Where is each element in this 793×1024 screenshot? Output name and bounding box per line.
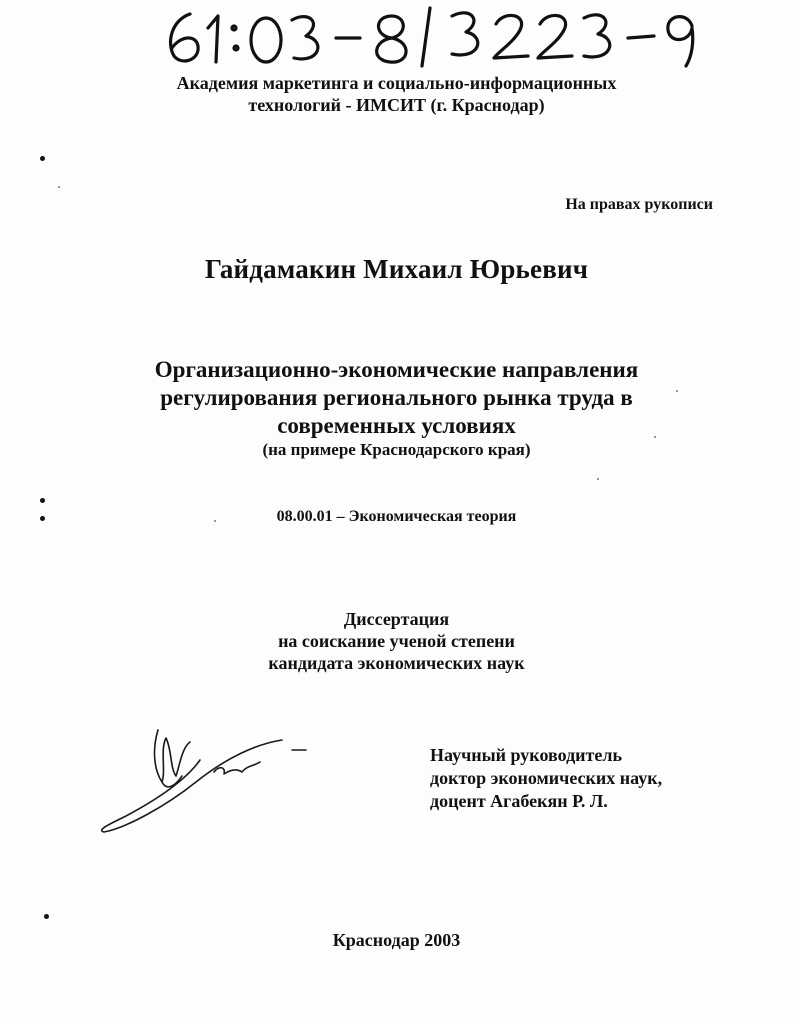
degree-line-3: кандидата экономических наук xyxy=(268,653,525,673)
handwritten-signature xyxy=(96,720,316,840)
binder-hole-mark xyxy=(40,498,45,503)
author-name: Гайдамакин Михаил Юрьевич xyxy=(204,254,589,284)
scan-speck xyxy=(214,520,216,522)
signature-drawing xyxy=(96,720,316,840)
handwritten-catalog-code xyxy=(160,2,720,68)
supervisor-line-3: доцент Агабекян Р. Л. xyxy=(430,791,608,811)
scan-speck xyxy=(597,478,599,480)
institution-line-1: Академия маркетинга и социально-информационных xyxy=(176,73,617,93)
rights-note: На правах рукописи xyxy=(565,196,713,213)
institution-line-2: технологий - ИМСИТ (г. Краснодар) xyxy=(248,95,545,115)
degree-line-2: на соискание ученой степени xyxy=(278,631,515,651)
handwritten-code-drawing xyxy=(160,2,720,68)
supervisor-line-2: доктор экономических наук, xyxy=(430,768,663,788)
title-line-3: современных условиях xyxy=(277,413,516,438)
supervisor-block xyxy=(430,744,662,813)
specialty-code: 08.00.01 – Экономическая теория xyxy=(276,508,517,525)
scan-speck xyxy=(58,186,60,188)
city-and-year: Краснодар 2003 xyxy=(332,930,461,950)
dissertation-title xyxy=(0,356,793,440)
scan-speck xyxy=(654,436,656,438)
binder-hole-mark xyxy=(40,156,45,161)
degree-statement xyxy=(0,608,793,674)
title-line-2: регулирования регионального рынка труда в xyxy=(160,385,633,410)
binder-hole-mark xyxy=(44,914,49,919)
title-line-1: Организационно-экономические направления xyxy=(154,357,639,382)
scan-speck xyxy=(676,390,678,392)
degree-line-1: Диссертация xyxy=(343,609,450,629)
supervisor-line-1: Научный руководитель xyxy=(430,745,622,765)
dissertation-subtitle: (на примере Краснодарского края) xyxy=(262,440,531,459)
institution-name xyxy=(0,72,793,116)
binder-hole-mark xyxy=(40,516,45,521)
